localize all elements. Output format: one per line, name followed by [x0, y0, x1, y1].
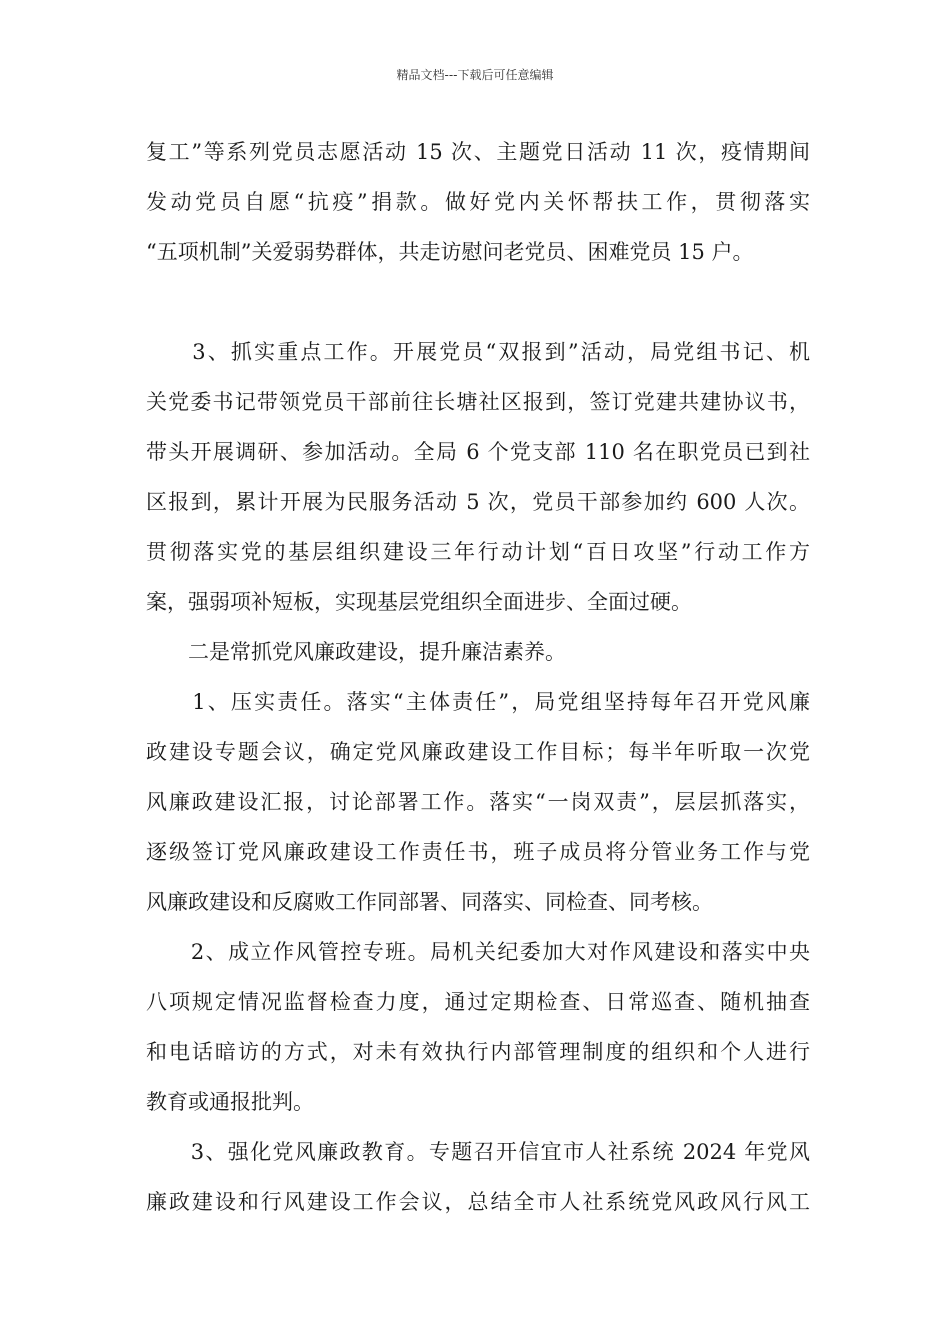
- text-line: 带头开展调研、参加活动。全局 6 个党支部 110 名在职党员已到社: [146, 440, 810, 464]
- text-line: “五项机制”关爱弱势群体，共走访慰问老党员、困难党员 15 户。: [146, 240, 754, 264]
- text-line: 风廉政建设和反腐败工作同部署、同落实、同检查、同考核。: [146, 890, 713, 914]
- text-line: 二是常抓党风廉政建设，提升廉洁素养。: [146, 640, 566, 664]
- paragraph-3: [146, 677, 810, 927]
- page-header: 精品文档---下载后可任意编辑: [396, 68, 554, 82]
- paragraph-4: [146, 927, 810, 1127]
- text-line: 廉政建设和行风建设工作会议，总结全市人社系统党风政风行风工: [146, 1190, 810, 1214]
- text-line: 案，强弱项补短板，实现基层党组织全面进步、全面过硬。: [146, 590, 692, 614]
- text-line: 3、抓实重点工作。开展党员“双报到”活动，局党组书记、机: [146, 340, 810, 364]
- text-line: 政建设专题会议，确定党风廉政建设工作目标；每半年听取一次党: [146, 740, 810, 764]
- text-line: 3、强化党风廉政教育。专题召开信宜市人社系统 2024 年党风: [146, 1140, 810, 1164]
- text-line: 区报到，累计开展为民服务活动 5 次，党员干部参加约 600 人次。: [146, 490, 810, 514]
- text-line: 复工”等系列党员志愿活动 15 次、主题党日活动 11 次，疫情期间: [146, 140, 810, 164]
- text-line: 2、成立作风管控专班。局机关纪委加大对作风建设和落实中央: [146, 940, 810, 964]
- text-line: 八项规定情况监督检查力度，通过定期检查、日常巡查、随机抽查: [146, 990, 810, 1014]
- paragraph-2: [146, 327, 810, 627]
- text-line: 贯彻落实党的基层组织建设三年行动计划“百日攻坚”行动工作方: [146, 540, 810, 564]
- text-line: 关党委书记带领党员干部前往长塘社区报到，签订党建共建协议书，: [146, 390, 810, 414]
- text-line: 发动党员自愿“抗疫”捐款。做好党内关怀帮扶工作，贯彻落实: [146, 190, 810, 214]
- paragraph-1: [146, 127, 810, 277]
- text-line: 教育或通报批判。: [146, 1090, 314, 1114]
- paragraph-5: [146, 1127, 810, 1227]
- text-line: 1、压实责任。落实“主体责任”，局党组坚持每年召开党风廉: [146, 690, 810, 714]
- text-line: 和电话暗访的方式，对未有效执行内部管理制度的组织和个人进行: [146, 1040, 810, 1064]
- text-line: 风廉政建设汇报，讨论部署工作。落实“一岗双责”，层层抓落实，: [146, 790, 810, 814]
- section-heading: [146, 627, 810, 677]
- text-line: 逐级签订党风廉政建设工作责任书，班子成员将分管业务工作与党: [146, 840, 810, 864]
